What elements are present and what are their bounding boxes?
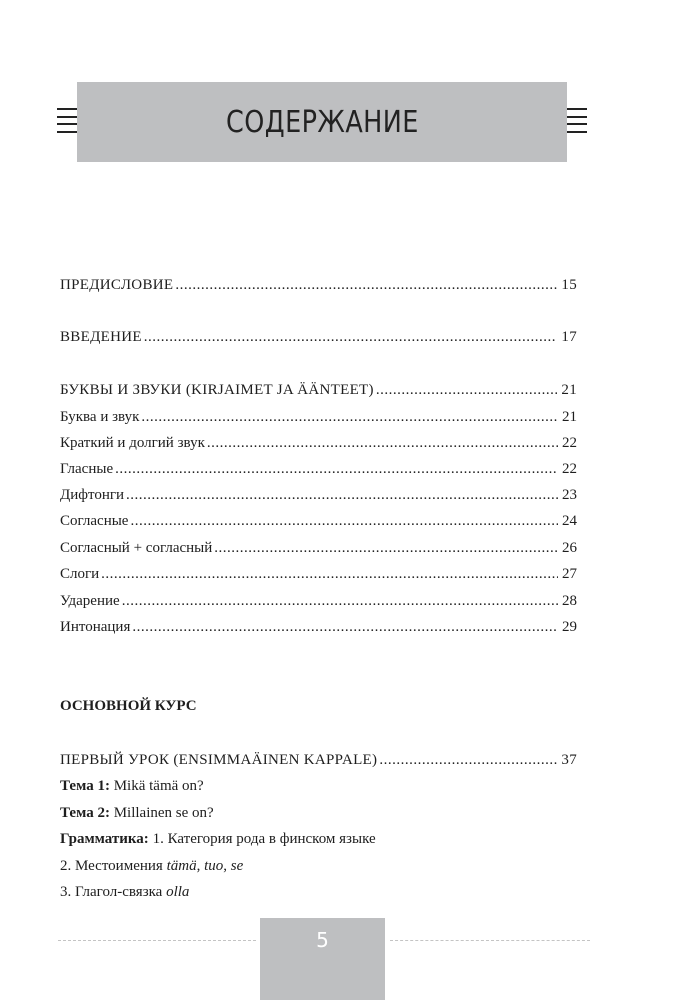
toc-label: Буква и звук <box>60 409 140 425</box>
toc-label: Слоги <box>60 566 100 582</box>
grammar-label: Грамматика: <box>60 831 149 847</box>
page-title-box <box>77 82 567 162</box>
theme-label: Тема 1: <box>60 778 110 794</box>
footer-dashed-line-right <box>390 940 590 941</box>
dot-leader <box>175 276 557 294</box>
toc-label: Интонация <box>60 619 131 635</box>
toc-label: Согласные <box>60 513 129 529</box>
dot-leader <box>207 434 558 452</box>
dot-leader <box>101 565 558 583</box>
section-title: ОСНОВНОЙ КУРС <box>60 698 197 714</box>
page-number-box <box>260 918 385 1000</box>
toc-page: 21 <box>562 409 577 425</box>
toc-page: 28 <box>562 593 577 609</box>
dot-leader <box>115 460 558 478</box>
toc-label: Согласный + согласный <box>60 540 213 556</box>
toc-page: 24 <box>562 513 577 529</box>
toc-entry[interactable] <box>60 434 577 452</box>
toc-page: 23 <box>562 487 577 503</box>
toc-entry[interactable] <box>60 539 577 557</box>
toc-entry[interactable] <box>60 592 577 610</box>
theme-line <box>60 777 577 795</box>
item-italic: se <box>230 858 244 874</box>
toc-page: 26 <box>562 540 577 556</box>
dot-leader <box>122 592 558 610</box>
toc-entry-lesson[interactable] <box>60 751 577 769</box>
dot-leader <box>376 381 558 399</box>
toc-page: 21 <box>561 382 577 398</box>
footer-dashed-line-left <box>58 940 256 941</box>
dot-leader <box>379 751 557 769</box>
item-text: 3. Глагол-связка <box>60 884 167 900</box>
toc-label: ПЕРВЫЙ УРОК (ENSIMMAÄINEN KAPPALE) <box>60 752 378 768</box>
toc-label: Дифтонги <box>60 487 125 503</box>
dot-leader <box>141 408 558 426</box>
theme-text: Millainen se on? <box>113 805 214 821</box>
toc-entry[interactable] <box>60 408 577 426</box>
toc-entry[interactable] <box>60 512 577 530</box>
grammar-line <box>60 830 577 848</box>
section-heading <box>60 697 577 715</box>
toc-page: 15 <box>561 277 577 293</box>
toc-entry[interactable] <box>60 381 577 399</box>
theme-label: Тема 2: <box>60 805 110 821</box>
toc-page: 22 <box>562 461 577 477</box>
theme-text: Mikä tämä on? <box>113 778 204 794</box>
toc-entry[interactable] <box>60 486 577 504</box>
grammar-item <box>60 883 577 901</box>
toc-entry[interactable] <box>60 460 577 478</box>
grammar-text: 1. Категория рода в финском языке <box>152 831 376 847</box>
toc-label: Краткий и долгий звук <box>60 435 205 451</box>
decorative-rules-left <box>57 108 77 134</box>
separator: , <box>223 858 231 874</box>
toc-page: 29 <box>562 619 577 635</box>
toc-label: ПРЕДИСЛОВИЕ <box>60 277 174 293</box>
grammar-item <box>60 857 577 875</box>
dot-leader <box>214 539 558 557</box>
dot-leader <box>130 512 558 530</box>
page-title: СОДЕРЖАНИЕ <box>225 104 419 140</box>
dot-leader <box>132 618 558 636</box>
item-italic: tämä <box>166 858 197 874</box>
page-number: 5 <box>316 928 329 952</box>
toc-page: 17 <box>561 329 577 345</box>
item-italic: tuo <box>204 858 224 874</box>
theme-line <box>60 804 577 822</box>
dot-leader <box>126 486 558 504</box>
dot-leader <box>144 328 558 346</box>
item-text: 2. Местоимения <box>60 858 167 874</box>
toc-label: ВВЕДЕНИЕ <box>60 329 142 345</box>
toc-entry[interactable] <box>60 565 577 583</box>
toc-label: Гласные <box>60 461 114 477</box>
toc-page: 37 <box>561 752 577 768</box>
item-italic: olla <box>166 884 190 900</box>
toc-entry[interactable] <box>60 328 577 346</box>
toc-entry[interactable] <box>60 618 577 636</box>
toc-page: 27 <box>562 566 577 582</box>
separator: , <box>196 858 205 874</box>
toc-label: БУКВЫ И ЗВУКИ (KIRJAIMET JA ÄÄNTEET) <box>60 382 374 398</box>
toc-entry[interactable] <box>60 276 577 294</box>
toc-page: 22 <box>562 435 577 451</box>
toc-label: Ударение <box>60 593 120 609</box>
decorative-rules-right <box>567 108 587 134</box>
